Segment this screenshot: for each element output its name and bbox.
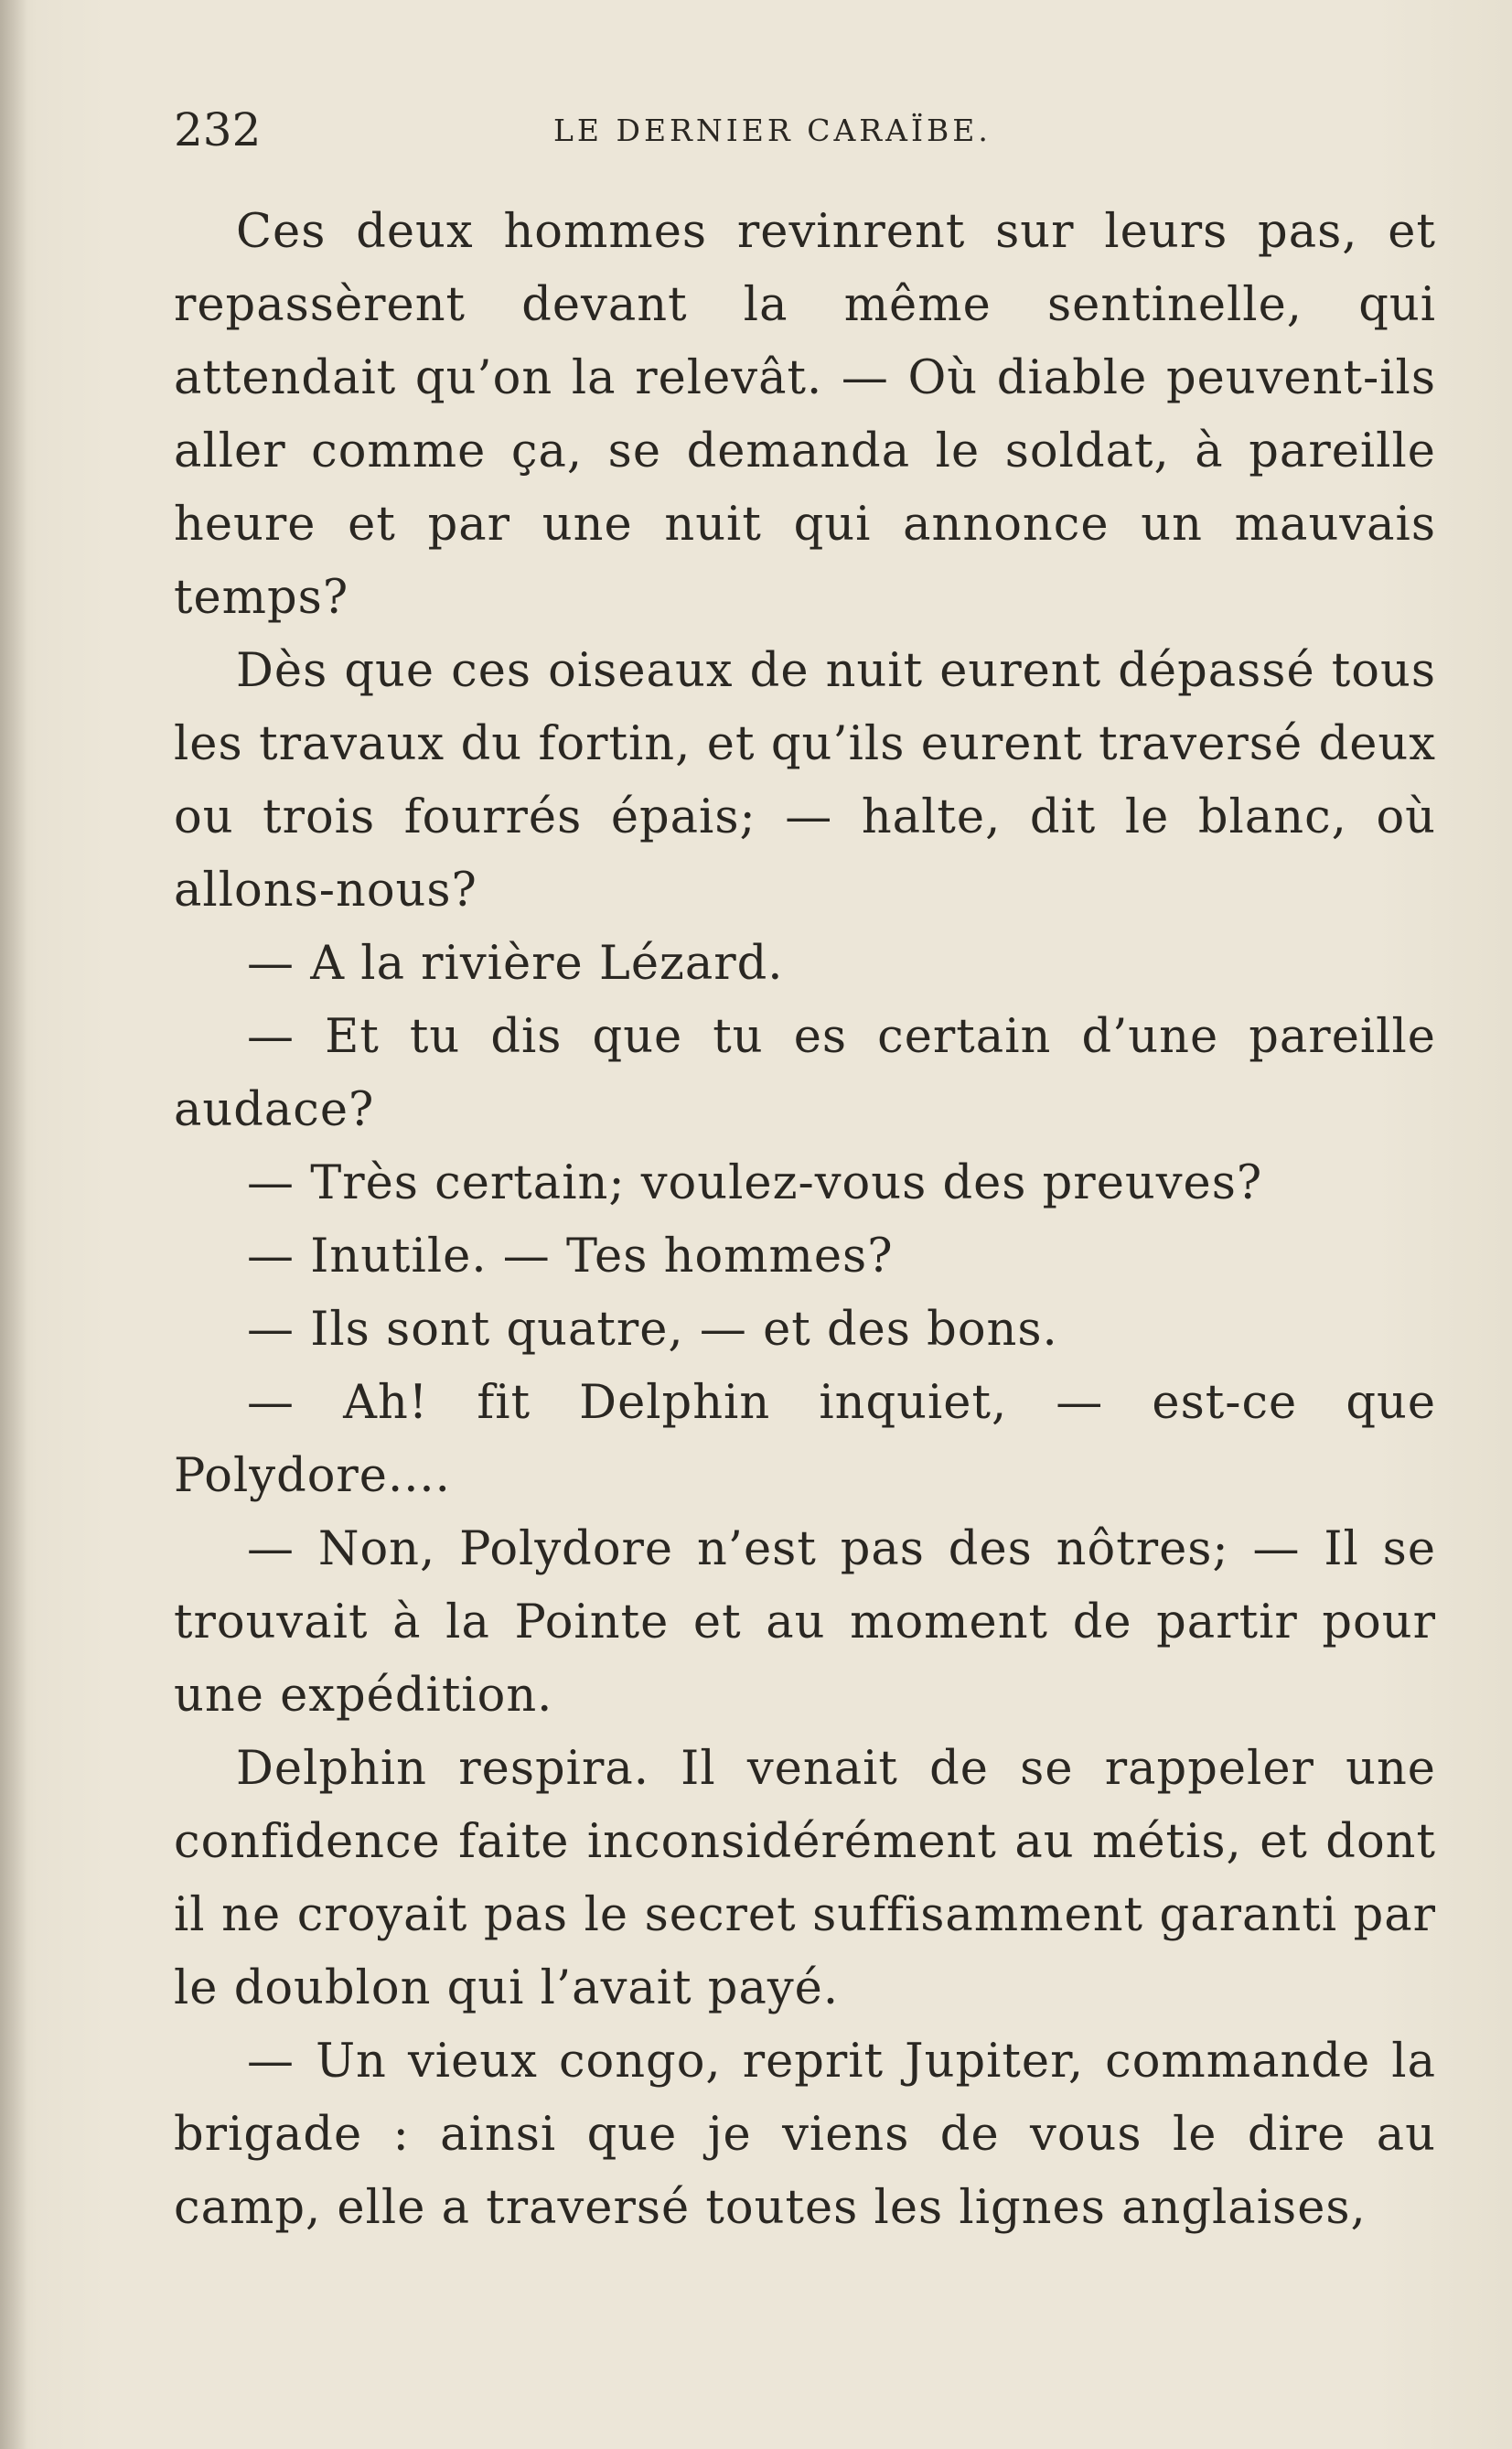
paragraph: Delphin respira. Il venait de se rappeler une confidence faite inconsidérément au métis, et dont il ne croyait pas le secret suffisamment garanti par le doublon qui l’avait payé. — [174, 1742, 1436, 2015]
running-title: LE DERNIER CARAÏBE. — [553, 113, 992, 148]
paragraph: Dès que ces oiseaux de nuit eurent dépassé tous les travaux du fortin, et qu’ils eurent traversé deux ou trois fourrés épais; — halte, dit le blanc, où allons-nous? — [174, 644, 1436, 918]
dialog-line: — A la rivière Lézard. — [247, 937, 784, 991]
dialog-line: — Inutile. — Tes hommes? — [247, 1230, 894, 1284]
page-header — [174, 102, 1436, 157]
dialog-line: — Très certain; voulez-vous des preuves? — [247, 1156, 1263, 1210]
spine-shadow — [0, 0, 27, 2449]
page-number: 232 — [174, 103, 262, 156]
dialog-line: — Ils sont quatre, — et des bons. — [247, 1303, 1058, 1357]
dialog-line: — Ah! fit Delphin inquiet, — est-ce que Polydore.... — [174, 1376, 1436, 1503]
paragraph: Ces deux hommes revinrent sur leurs pas, et repassèrent devant la même sentinelle, qui attendait qu’on la relevât. — Où diable peuvent-ils aller comme ça, se demanda le soldat, à pareille heure et par une nuit qui annonce un mauvais temps? — [174, 205, 1436, 625]
dialog-line: — Non, Polydore n’est pas des nôtres; — Il se trouvait à la Pointe et au moment de partir pour une expédition. — [174, 1522, 1436, 1723]
body-text — [174, 196, 1436, 2245]
dialog-line: — Un vieux congo, reprit Jupiter, commande la brigade : ainsi que je viens de vous le dire au camp, elle a traversé toutes les lignes anglaises, — [174, 2035, 1436, 2235]
dialog-line: — Et tu dis que tu es certain d’une pareille audace? — [174, 1010, 1436, 1137]
